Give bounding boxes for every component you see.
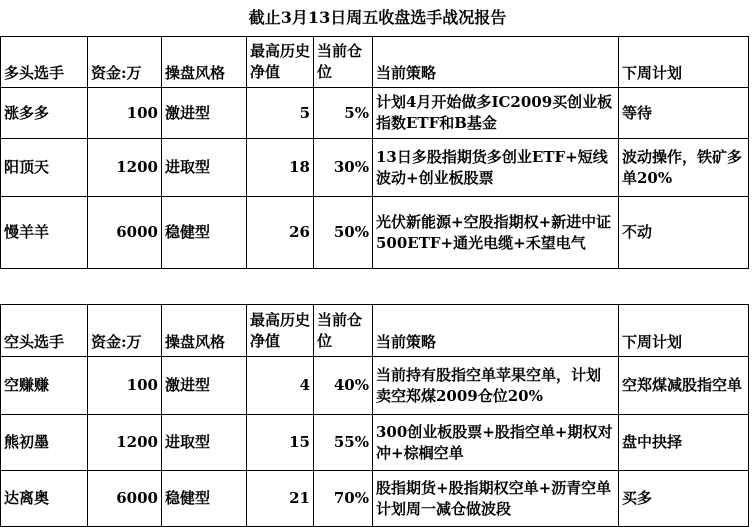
capital-cell: 100 xyxy=(88,357,162,415)
header-position: 当前仓位 xyxy=(314,37,373,88)
style-cell: 进取型 xyxy=(162,139,247,197)
report-title: 截止3月13日周五收盘选手战况报告 xyxy=(248,8,507,27)
player-name: 熊初墨 xyxy=(1,415,88,471)
plan-cell: 等待 xyxy=(619,88,749,139)
max-nav-cell: 18 xyxy=(247,139,314,197)
plan-cell: 波动操作，铁矿多单20% xyxy=(619,139,749,197)
position-cell: 5% xyxy=(314,88,373,139)
capital-cell: 6000 xyxy=(88,471,162,527)
style-cell: 稳健型 xyxy=(162,197,247,269)
table-row xyxy=(1,197,749,269)
header-max-nav: 最高历史净值 xyxy=(247,37,314,88)
strategy-cell: 计划4月开始做多IC2009买创业板指数ETF和B基金 xyxy=(373,88,619,139)
header-player: 空头选手 xyxy=(1,305,88,357)
position-cell: 70% xyxy=(314,471,373,527)
table-row xyxy=(1,88,749,139)
player-name: 涨多多 xyxy=(1,88,88,139)
header-max-nav: 最高历史净值 xyxy=(247,305,314,357)
table-row xyxy=(1,139,749,197)
header-capital: 资金:万 xyxy=(88,37,162,88)
strategy-cell: 300创业板股票+股指空单+期权对冲+棕榈空单 xyxy=(373,415,619,471)
long-players-table xyxy=(0,36,749,269)
header-capital: 资金:万 xyxy=(88,305,162,357)
header-strategy: 当前策略 xyxy=(373,305,619,357)
player-name: 达离奥 xyxy=(1,471,88,527)
max-nav-cell: 21 xyxy=(247,471,314,527)
strategy-cell: 股指期货+股指期权空单+沥青空单计划周一减仓做波段 xyxy=(373,471,619,527)
table-row xyxy=(1,357,749,415)
position-cell: 55% xyxy=(314,415,373,471)
table-row xyxy=(1,471,749,527)
capital-cell: 6000 xyxy=(88,197,162,269)
plan-cell: 买多 xyxy=(619,471,749,527)
max-nav-cell: 4 xyxy=(247,357,314,415)
max-nav-cell: 15 xyxy=(247,415,314,471)
spacer-row xyxy=(0,268,755,304)
max-nav-cell: 26 xyxy=(247,197,314,269)
header-player: 多头选手 xyxy=(1,37,88,88)
style-cell: 进取型 xyxy=(162,415,247,471)
style-cell: 稳健型 xyxy=(162,471,247,527)
position-cell: 50% xyxy=(314,197,373,269)
style-cell: 激进型 xyxy=(162,357,247,415)
capital-cell: 1200 xyxy=(88,415,162,471)
header-plan: 下周计划 xyxy=(619,37,749,88)
header-strategy: 当前策略 xyxy=(373,37,619,88)
plan-cell: 不动 xyxy=(619,197,749,269)
header-style: 操盘风格 xyxy=(162,37,247,88)
player-name: 空赚赚 xyxy=(1,357,88,415)
short-header-row xyxy=(1,305,749,357)
strategy-cell: 13日多股指期货多创业ETF+短线波动+创业板股票 xyxy=(373,139,619,197)
header-position: 当前仓位 xyxy=(314,305,373,357)
plan-cell: 空郑煤减股指空单 xyxy=(619,357,749,415)
strategy-cell: 当前持有股指空单苹果空单，计划卖空郑煤2009仓位20% xyxy=(373,357,619,415)
player-name: 阳顶天 xyxy=(1,139,88,197)
short-players-table xyxy=(0,304,749,527)
strategy-cell: 光伏新能源+空股指期权+新进中证500ETF+通光电缆+禾望电气 xyxy=(373,197,619,269)
table-row xyxy=(1,415,749,471)
position-cell: 30% xyxy=(314,139,373,197)
capital-cell: 100 xyxy=(88,88,162,139)
position-cell: 40% xyxy=(314,357,373,415)
long-header-row xyxy=(1,37,749,88)
style-cell: 激进型 xyxy=(162,88,247,139)
capital-cell: 1200 xyxy=(88,139,162,197)
player-name: 慢羊羊 xyxy=(1,197,88,269)
header-plan: 下周计划 xyxy=(619,305,749,357)
max-nav-cell: 5 xyxy=(247,88,314,139)
header-style: 操盘风格 xyxy=(162,305,247,357)
plan-cell: 盘中抉择 xyxy=(619,415,749,471)
